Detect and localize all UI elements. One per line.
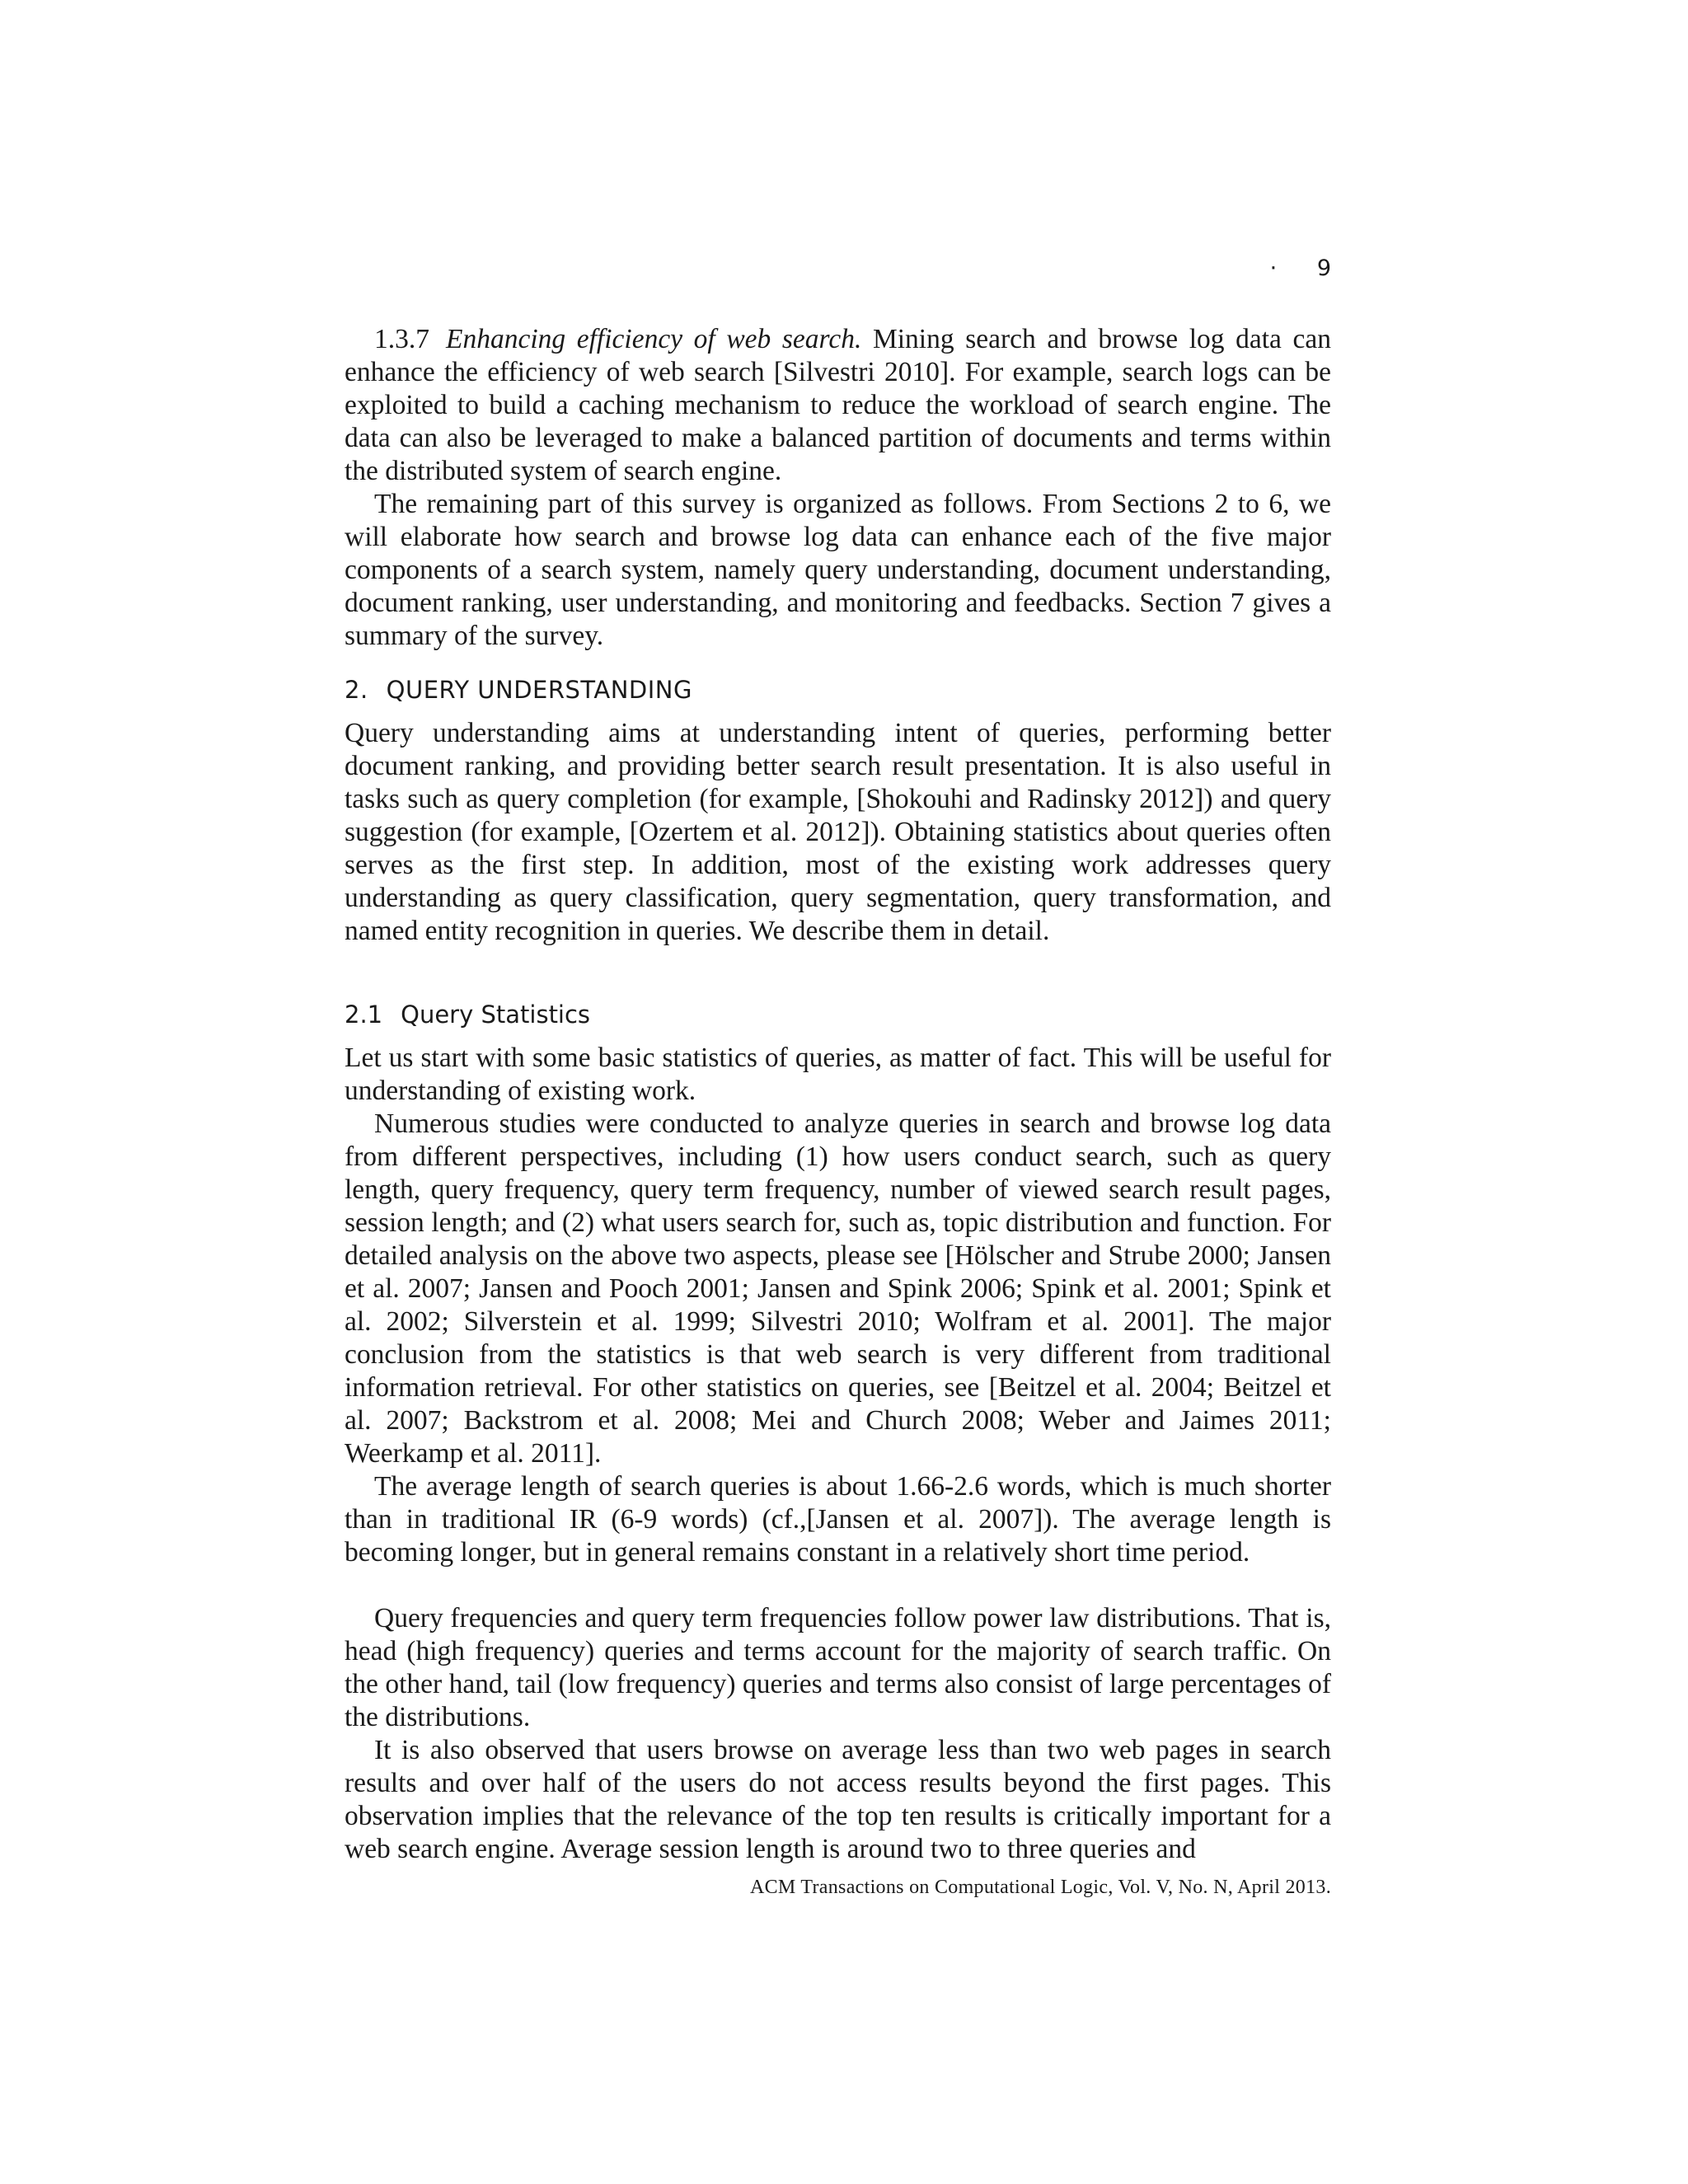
subsection-number: 1.3.7 [374,324,429,354]
running-header [1236,255,1331,281]
subsection-title: Enhancing efficiency of web search. [446,324,862,354]
subsection-1-3-7 [345,323,1331,488]
subsection-number: 2.1 [345,1001,383,1029]
organization-paragraph: The remaining part of this survey is organized as follows. From Sections 2 to 6, we will elaborate how search and browse log data can enhance each of the five major components of a search system, namely query understanding, document understanding, document ranking, user understanding, and monitoring and feedbacks. Section 7 gives a summary of the survey. [345,489,1331,651]
paragraph: The average length of search queries is about 1.66-2.6 words, which is much shorter than in traditional IR (6-9 words) (cf.,[Jansen et al. 2007]). The average length is becoming longer, but in general remains constant in a relatively short time period. [345,1471,1331,1568]
paragraph: Numerous studies were conducted to analyze queries in search and browse log data from different perspectives, including (1) how users conduct search, such as query length, query frequency, query term frequency, number of viewed search result pages, session length; and (2) what users search for, such as, topic distribution and function. For detailed analysis on the above two aspects, please see [Hölscher and Strube 2000; Jansen et al. 2007; Jansen and Pooch 2001; Jansen and Spink 2006; Spink et al. 2001; Spink et al. 2002; Silverstein et al. 1999; Silvestri 2010; Wolfram et al. 2001]. The major conclusion from the statistics is that web search is very different from traditional information retrieval. For other statistics on queries, see [Beitzel et al. 2004; Beitzel et al. 2007; Backstrom et al. 2008; Mei and Church 2008; Weber and Jaimes 2011; Weerkamp et al. 2011]. [345,1108,1331,1469]
subsection-heading-query-statistics [345,1001,590,1029]
paragraph: It is also observed that users browse on average less than two web pages in search results and over half of the users do not access results beyond the first pages. This observation implies that the relevance of the top ten results is critically important for a web search engine. Average session length is around two to three queries and [345,1735,1331,1864]
page-number: 9 [1316,255,1331,281]
subsection-title: Query Statistics [401,1001,591,1029]
subsection-body: Mining search and browse log data can enhance the efficiency of web search [Silvestri 2010]. For example, search logs can be exploited to build a caching mechanism to reduce the workload of search engine. The data can also be leveraged to make a balanced partition of documents and terms within the distributed system of search engine. [345,324,1331,486]
section-heading-query-understanding [345,676,692,704]
paragraph: Let us start with some basic statistics of queries, as matter of fact. This will be useful for understanding of existing work. [345,1043,1331,1106]
section-title: QUERY UNDERSTANDING [386,676,692,704]
section-number: 2. [345,676,368,704]
paragraph: Query frequencies and query term frequencies follow power law distributions. That is, head (high frequency) queries and terms account for the majority of search traffic. On the other hand, tail (low frequency) queries and terms also consist of large percentages of the distributions. [345,1603,1331,1732]
header-dot: · [1269,255,1278,281]
journal-footer: ACM Transactions on Computational Logic, Vol. V, No. N, April 2013. [749,1877,1331,1898]
section-2-intro: Query understanding aims at understanding intent of queries, performing better document ranking, and providing better search result presentation. It is also useful in tasks such as query completion (for example, [Shokouhi and Radinsky 2012]) and query suggestion (for example, [Ozertem et al. 2012]). Obtaining statistics about queries often serves as the first step. In addition, most of the existing work addresses query understanding as query classification, query segmentation, query transformation, and named entity recognition in queries. We describe them in detail. [345,718,1331,946]
